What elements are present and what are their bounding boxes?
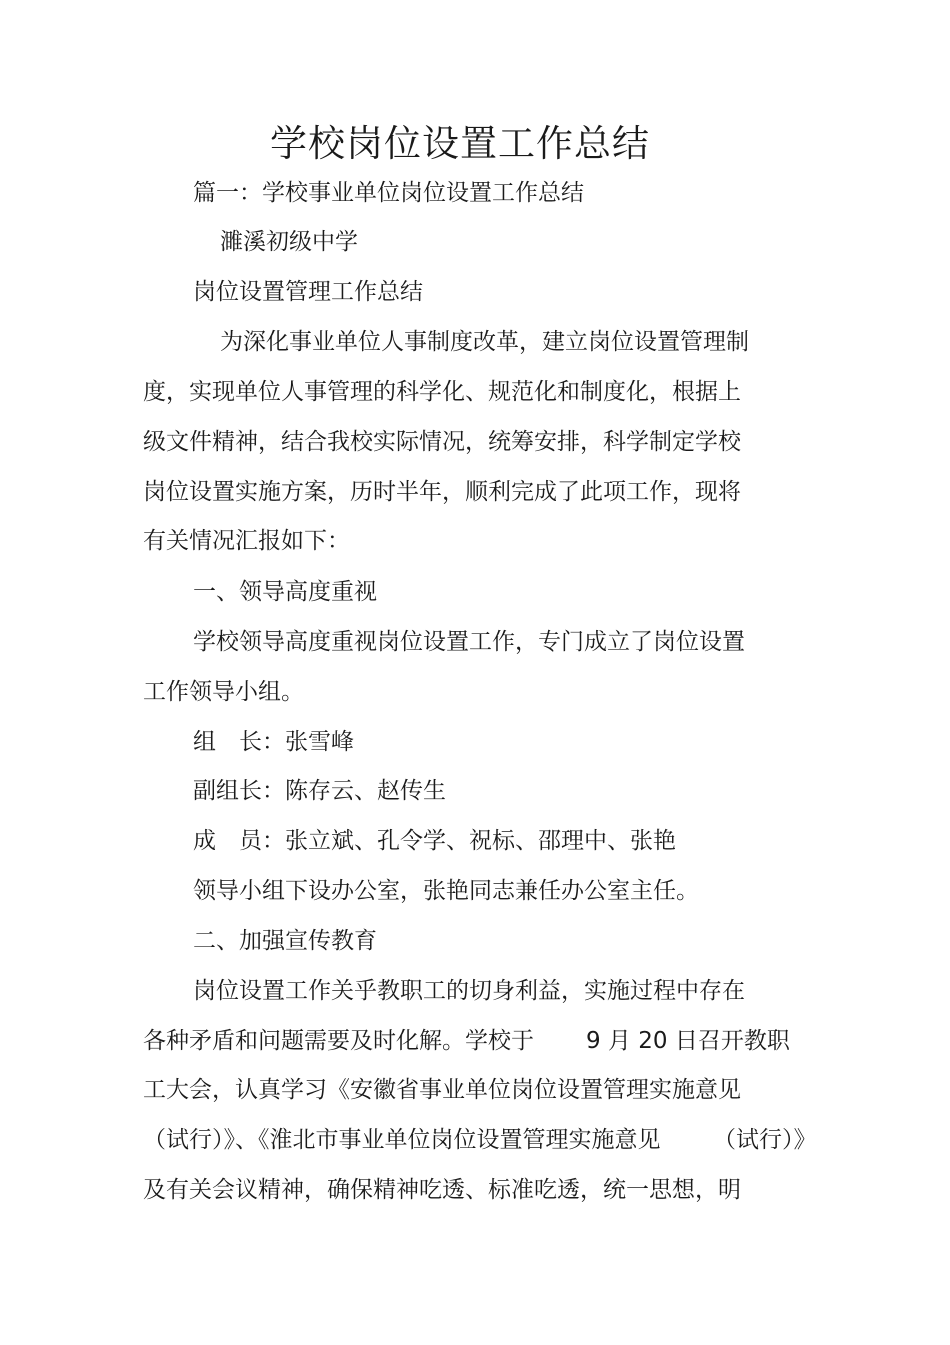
office-line: 领导小组下设办公室，张艳同志兼任办公室主任。 [193,878,699,904]
paragraph-line: 工大会，认真学习《安徽省事业单位岗位设置管理实施意见 [143,1077,741,1103]
paragraph-line: 级文件精神，结合我校实际情况，统筹安排，科学制定学校 [143,429,741,455]
paragraph-line: 及有关会议精神，确保精神吃透、标准吃透，统一思想，明 [143,1177,741,1203]
paragraph-line: 为深化事业单位人事制度改革，建立岗位设置管理制 [220,329,749,355]
paragraph-line: 度，实现单位人事管理的科学化、规范化和制度化，根据上 [143,379,741,405]
group-leader-line: 组 长：张雪峰 [193,729,354,755]
paragraph-line: 工作领导小组。 [143,679,304,705]
section-heading-two: 二、加强宣传教育 [193,928,377,954]
document-title: 学校岗位设置工作总结 [270,122,650,165]
paragraph-line: 岗位设置实施方案，历时半年，顺利完成了此项工作，现将 [143,479,741,505]
report-subtitle: 岗位设置管理工作总结 [193,279,423,305]
deputy-leader-line: 副组长：陈存云、赵传生 [193,778,446,804]
paragraph-line: 岗位设置工作关乎教职工的切身利益，实施过程中存在 [193,978,745,1004]
paragraph-line: 各种矛盾和问题需要及时化解。学校于 [143,1028,534,1054]
school-name: 濉溪初级中学 [220,229,358,255]
members-line: 成 员：张立斌、孔令学、祝标、邵理中、张艳 [193,828,676,854]
paragraph-line-date: 9 月 20 日召开教职 [586,1028,790,1054]
paragraph-line: 学校领导高度重视岗位设置工作，专门成立了岗位设置 [193,629,745,655]
paragraph-line: 有关情况汇报如下： [143,528,350,554]
section-heading-part1: 篇一：学校事业单位岗位设置工作总结 [193,180,584,206]
paragraph-line: （试行）》、《淮北市事业单位岗位设置管理实施意见 [143,1127,661,1153]
section-heading-one: 一、领导高度重视 [193,579,377,605]
paragraph-line-end: （试行）》 [713,1127,817,1153]
